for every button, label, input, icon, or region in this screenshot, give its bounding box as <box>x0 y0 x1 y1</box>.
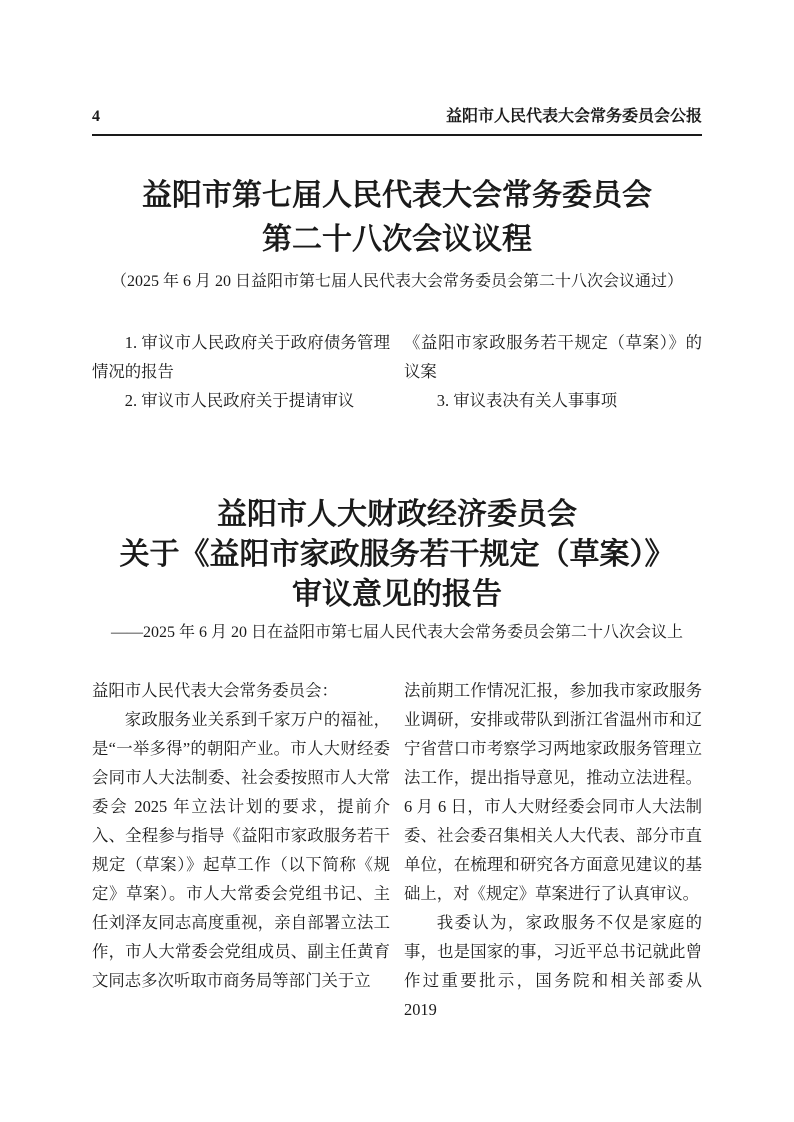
agenda-title-line1: 益阳市第七届人民代表大会常务委员会 <box>142 179 652 212</box>
agenda-item-3: 3. 审议表决有关人事事项 <box>436 391 618 410</box>
report-body-column-right <box>404 676 702 1024</box>
report-title <box>92 495 702 615</box>
report-paragraph-1-continuation: 法前期工作情况汇报，参加我市家政服务业调研，安排或带队到浙江省温州市和辽宁省营口市考察学习两地家政服务管理立法工作，提出指导意见，推动立法进程。6 月 6 日，市人大财经委会同市人大法制委、社会委召集相关人大代表、部分市直单位，在梳理和研究各方面意见建议的基础上，对《规定》草案进行了认真审议。 <box>404 681 702 903</box>
report-body-column-left <box>92 676 390 1024</box>
agenda-title-line2: 第二十八次会议议程 <box>262 223 532 256</box>
agenda-columns <box>92 328 702 415</box>
report-title-line1: 益阳市人大财政经济委员会 <box>217 498 577 531</box>
agenda-item-1: 1. 审议市人民政府关于政府债务管理情况的报告 <box>92 333 390 381</box>
agenda-title <box>92 174 702 262</box>
report-section <box>92 495 702 1024</box>
report-salutation: 益阳市人民代表大会常务委员会： <box>92 681 338 700</box>
agenda-item-2: 2. 审议市人民政府关于提请审议 <box>124 391 355 410</box>
publication-title: 益阳市人民代表大会常务委员会公报 <box>445 108 702 125</box>
report-paragraph-2: 我委认为，家政服务不仅是家庭的事，也是国家的事，习近平总书记就此曾作过重要批示，国务院和相关部委从 2019 <box>404 913 702 1019</box>
report-body-columns <box>92 676 702 1024</box>
agenda-column-right <box>404 328 702 415</box>
report-paragraph-1: 家政服务业关系到千家万户的福祉，是“一举多得”的朝阳产业。市人大财经委会同市人大法制委、社会委按照市人大常委会 2025 年立法计划的要求，提前介入、全程参与指导《益阳市家政服务若干规定（草案）》起草工作（以下简称《规定》草案）。市人大常委会党组书记、主任刘泽友同志高度重视，亲自部署立法工作，市人大常委会党组成员、副主任黄育文同志多次听取市商务局等部门关于立 <box>92 710 390 990</box>
agenda-item-2-continuation: 《益阳市家政服务若干规定（草案）》的议案 <box>404 333 702 381</box>
page-header <box>92 106 702 136</box>
report-title-line3: 审议意见的报告 <box>292 578 502 611</box>
report-dateline: ——2025 年 6 月 20 日在益阳市第七届人民代表大会常务委员会第二十八次会议上 <box>110 624 683 641</box>
report-title-line2: 关于《益阳市家政服务若干规定（草案）》 <box>119 538 675 571</box>
agenda-column-left <box>92 328 390 415</box>
page-number: 4 <box>92 108 100 125</box>
agenda-section <box>92 174 702 415</box>
adoption-note: （2025 年 6 月 20 日益阳市第七届人民代表大会常务委员会第二十八次会议通过） <box>110 273 683 290</box>
